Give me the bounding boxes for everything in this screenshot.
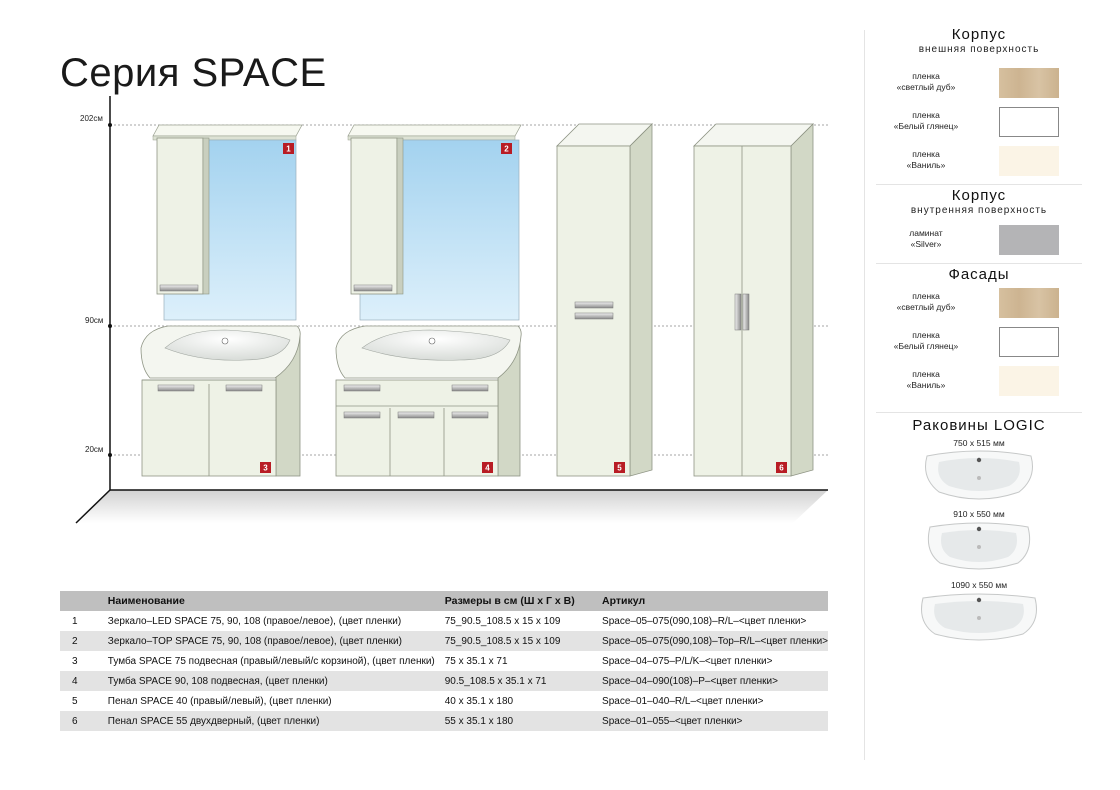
swatch-name: «светлый дуб» [896, 82, 956, 92]
sink-image [917, 590, 1041, 646]
section-divider [876, 412, 1082, 413]
swatch-vanilla [999, 146, 1059, 176]
vanity-90-unit [336, 326, 521, 476]
svg-text:1: 1 [286, 144, 291, 154]
section-divider [876, 263, 1082, 264]
sink-size: 750 x 515 мм [953, 438, 1005, 448]
vanity-75-unit [141, 326, 300, 476]
row-name: Зеркало–TOP SPACE 75, 90, 108 (правое/левое), (цвет пленки) [108, 631, 445, 651]
section-subtitle: внешняя поверхность [918, 44, 1040, 55]
item-badge-5 [614, 462, 625, 473]
table-row [60, 691, 828, 711]
table-header-row [60, 591, 828, 611]
swatch-name: «Ваниль» [906, 380, 946, 390]
table-row [60, 651, 828, 671]
row-num: 5 [72, 695, 78, 707]
svg-text:5: 5 [617, 463, 622, 473]
swatch-option [876, 322, 1082, 361]
sink-image [919, 448, 1039, 504]
col-header-num [60, 591, 108, 611]
row-name: Пенал SPACE 40 (правый/левый), (цвет пленки) [107, 695, 332, 707]
swatch-option [876, 361, 1082, 400]
swatch-name: «Белый глянец» [893, 121, 959, 131]
item-badge-1 [283, 143, 294, 154]
sink-size: 910 x 550 мм [953, 509, 1005, 519]
row-num: 2 [60, 631, 108, 651]
col-header-size: Размеры в см (Ш х Г х В) [445, 591, 602, 611]
row-num: 4 [60, 671, 108, 691]
section-divider [876, 184, 1082, 185]
sink-item [876, 580, 1082, 651]
sink-size: 1090 x 550 мм [950, 580, 1008, 590]
sink-item [876, 509, 1082, 580]
facades-section [876, 266, 1082, 400]
item-badge-4 [482, 462, 493, 473]
svg-text:4: 4 [485, 463, 490, 473]
section-title: Фасады [948, 266, 1010, 283]
mirror-led-unit [153, 125, 302, 320]
swatch-light-oak [999, 68, 1059, 98]
swatch-name: «Белый глянец» [893, 341, 959, 351]
row-size: 90.5_108.5 x 35.1 x 71 [445, 671, 602, 691]
swatch-white-gloss [999, 107, 1059, 137]
table-row [60, 631, 828, 651]
table-row [60, 711, 828, 731]
swatch-option [876, 63, 1082, 102]
row-size: 75_90.5_108.5 x 15 x 109 [444, 615, 561, 627]
korpus-inner-section [876, 187, 1082, 259]
col-header-name: Наименование [108, 591, 445, 611]
section-title: Корпус [951, 187, 1007, 204]
section-title: Раковины LOGIC [912, 417, 1046, 434]
height-label-202: 202см [80, 114, 103, 123]
row-article: Space–01–055–<цвет пленки> [602, 711, 828, 731]
sinks-section [876, 417, 1082, 651]
tall-cabinet-40 [557, 124, 652, 476]
swatch-type: пленка [912, 369, 940, 379]
swatch-option [876, 220, 1082, 259]
row-size: 55 x 35.1 x 180 [445, 711, 602, 731]
row-article: Space–05–075(090,108)–R/L–<цвет пленки> [602, 615, 807, 627]
swatch-type: пленка [912, 110, 940, 120]
row-size: 75_90.5_108.5 x 15 x 109 [445, 631, 602, 651]
row-num: 6 [60, 711, 108, 731]
height-label-20: 20см [85, 445, 104, 454]
row-size: 40 x 35.1 x 180 [444, 695, 514, 707]
sink-item [876, 438, 1082, 509]
svg-text:3: 3 [263, 463, 268, 473]
row-name: Тумба SPACE 90, 108 подвесная, (цвет пленки) [108, 671, 445, 691]
table-row [60, 611, 828, 631]
materials-panel [876, 26, 1082, 651]
sink-image [924, 519, 1034, 575]
swatch-type: пленка [912, 149, 940, 159]
korpus-outer-section [876, 26, 1082, 180]
row-article: Space–01–040–R/L–<цвет пленки> [602, 695, 764, 707]
swatch-type: пленка [912, 291, 940, 301]
page-title: Серия SPACE [60, 50, 327, 95]
swatch-name: «Silver» [910, 239, 942, 249]
mirror-top-unit [348, 125, 521, 320]
height-label-90: 90см [85, 316, 104, 325]
section-subtitle: внутренняя поверхность [910, 205, 1048, 216]
table-row [60, 671, 828, 691]
swatch-white-gloss [999, 327, 1059, 357]
section-title: Корпус [951, 26, 1007, 43]
swatch-option [876, 102, 1082, 141]
spec-table [60, 591, 828, 731]
item-badge-2 [501, 143, 512, 154]
swatch-name: «светлый дуб» [896, 302, 956, 312]
swatch-option [876, 283, 1082, 322]
row-article: Space–05–075(090,108)–Top–R/L–<цвет пленки> [602, 631, 828, 651]
swatch-type: ламинат [909, 228, 943, 238]
row-name: Тумба SPACE 75 подвесная (правый/левый/с корзиной), (цвет пленки) [107, 655, 435, 667]
swatch-option [876, 141, 1082, 180]
swatch-light-oak [999, 288, 1059, 318]
swatch-silver [999, 225, 1059, 255]
row-name: Зеркало–LED SPACE 75, 90, 108 (правое/левое), (цвет пленки) [107, 615, 402, 627]
swatch-vanilla [999, 366, 1059, 396]
row-num: 3 [72, 655, 78, 667]
row-article: Space–04–075–P/L/K–<цвет пленки> [602, 655, 773, 667]
col-header-article: Артикул [602, 591, 828, 611]
svg-text:2: 2 [504, 144, 509, 154]
row-article: Space–04–090(108)–P–<цвет пленки> [602, 671, 828, 691]
swatch-name: «Ваниль» [906, 160, 946, 170]
swatch-type: пленка [912, 71, 940, 81]
tall-cabinet-55 [694, 124, 813, 476]
item-badge-6 [776, 462, 787, 473]
row-name: Пенал SPACE 55 двухдверный, (цвет пленки) [108, 711, 445, 731]
item-badge-3 [260, 462, 271, 473]
row-size: 75 x 35.1 x 71 [444, 655, 508, 667]
swatch-type: пленка [912, 330, 940, 340]
svg-text:6: 6 [779, 463, 784, 473]
panel-divider [864, 30, 865, 760]
row-num: 1 [72, 615, 78, 627]
